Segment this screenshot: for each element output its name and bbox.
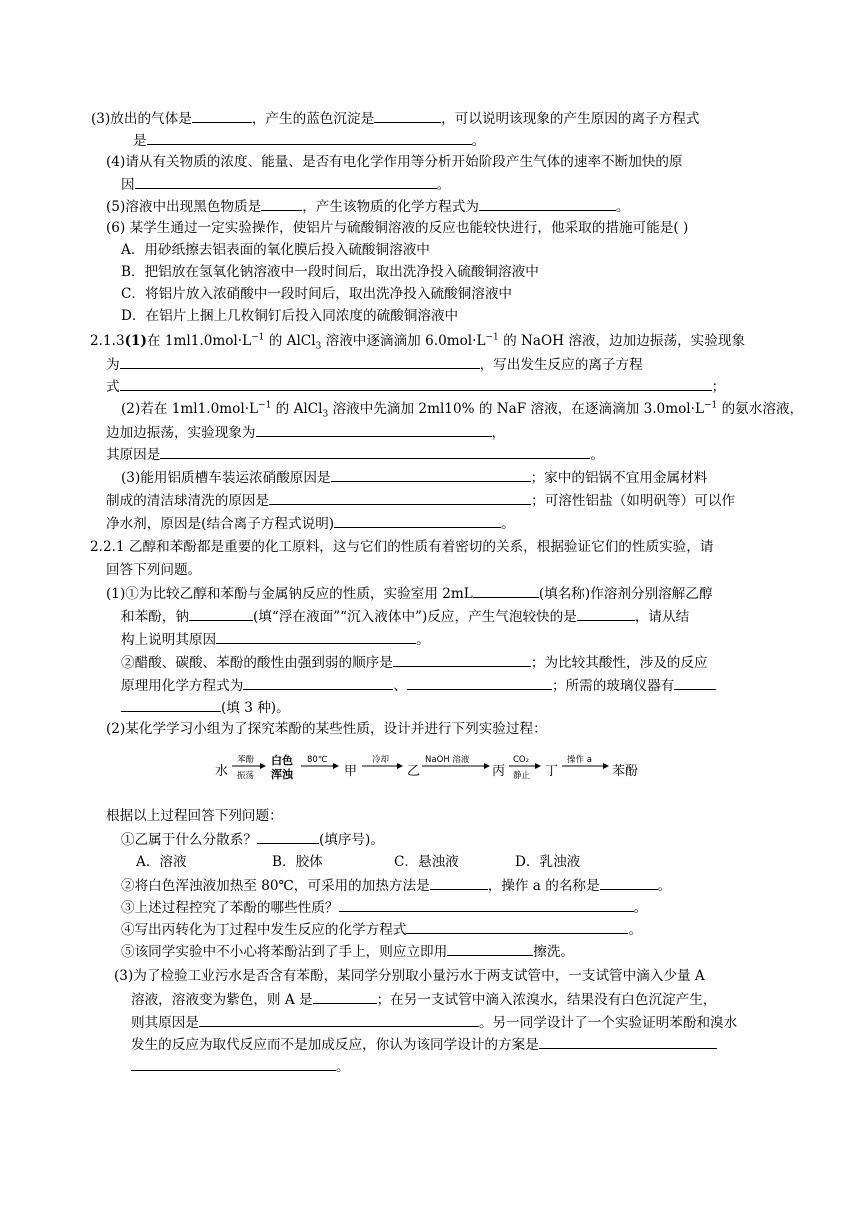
answer-blank[interactable]	[313, 989, 377, 1004]
flow-ding: 丁	[545, 764, 559, 779]
flow-arrow-1-bottom: 振荡	[237, 771, 255, 781]
q221-line-21: 。	[131, 1056, 350, 1077]
flow-milky-top: 白色	[271, 754, 293, 767]
answer-blank[interactable]	[430, 875, 488, 890]
answer-blank[interactable]	[339, 897, 634, 912]
flow-arrow-4	[422, 754, 490, 769]
flow-arrow-2-top: 80℃	[307, 755, 328, 765]
q213-line-1: 2.1.3(1)在 $1ml1.0mol\cdot L^{-1}$ 的 AlCl$_3$ 溶液中逐滴滴加 $6.0mol\cdot L^{-1}$ 的 NaOH 溶液，边加边振荡，实验现象	[90, 332, 746, 352]
q213-line-2: 为 ，写出发生反应的离子方程	[106, 354, 643, 375]
q4-line-1: (4)请从有关物质的浓度、能量、是否有电化学作用等分析开始阶段产生气体的速率不断加快的原	[106, 154, 683, 170]
q213-line-5: 边加边振荡，实验现象为 ，	[106, 422, 505, 443]
flow-arrow-1	[232, 754, 266, 781]
q221-line-11: ①乙属于什么分散系？ (填序号)。	[121, 829, 384, 850]
q213-line-7: (3)能用铝质槽车装运浓硝酸原因是 ；家中的铝锅不宜用金属材料	[121, 467, 707, 488]
q221-line-16: ⑤该同学实验中不小心将苯酚沾到了手上，则应立即用 擦洗。	[121, 941, 574, 962]
flow-arrow-5-top: CO₂	[513, 755, 530, 765]
q4-line-2: 因 。	[121, 174, 450, 195]
q221-option-a[interactable]: A．溶液	[136, 854, 187, 870]
q6-option-c[interactable]: C．将铝片放入浓硝酸中一段时间后，取出洗净投入硫酸铜溶液中	[121, 286, 513, 302]
q221-line-5: 构上说明其原因 。	[121, 629, 430, 650]
flow-arrow-3	[362, 754, 403, 769]
q221-line-8: (填 3 种)。	[121, 697, 290, 718]
q221-line-6: ②醋酸、碳酸、苯酚的酸性由强到弱的顺序是 ；为比较其酸性，涉及的反应	[121, 652, 708, 673]
flow-phenol: 苯酚	[612, 764, 639, 779]
answer-blank[interactable]	[539, 1034, 717, 1049]
flow-water: 水	[215, 764, 229, 779]
q6-option-b[interactable]: B．把铝放在氢氧化钠溶液中一段时间后，取出洗净投入硫酸铜溶液中	[121, 264, 539, 280]
answer-blank[interactable]	[257, 829, 319, 844]
q213-line-6: 其原因是 。	[106, 444, 604, 465]
q221-line-17: (3)为了检验工业污水是否含有苯酚，某同学分别取小量污水于两支试管中，一支试管中滴入少量 A	[114, 968, 705, 984]
flow-arrow-5	[509, 755, 541, 781]
answer-blank[interactable]	[406, 919, 628, 934]
q221-line-14: ③上述过程控究了苯酚的哪些性质？ 。	[121, 897, 647, 918]
answer-blank[interactable]	[199, 1012, 479, 1027]
flow-arrow-2	[301, 755, 339, 769]
q6-stem: (6) 某学生通过一定实验操作，使铝片与硫酸铜溶液的反应也能较快进行，他采取的措施可能是( )	[106, 220, 689, 236]
q221-line-19: 则其原因是 。另一同学设计了一个实验证明苯酚和溴水	[131, 1012, 737, 1033]
q3-line-1: (3)放出的气体是 ，产生的蓝色沉淀是 ，可以说明该现象的产生原因的离子方程式	[91, 108, 699, 129]
flow-yi: 乙	[407, 764, 421, 779]
answer-blank[interactable]	[447, 941, 533, 956]
q221-line-10: 根据以上过程回答下列问题：	[106, 808, 283, 824]
flow-arrow-6-top: 操作 a	[567, 755, 592, 765]
q221-line-3: (1)①为比较乙醇和苯酚与金属钠反应的性质，实验室用 2mL (填名称)作溶剂分别溶解乙醇	[106, 583, 713, 604]
q221-option-b[interactable]: B．胶体	[272, 854, 323, 870]
q221-line-13: ②将白色浑浊液加热至 80℃，可采用的加热方法是 ，操作 a 的名称是 。	[121, 875, 671, 896]
q221-line-9: (2)某化学学习小组为了探究苯酚的某些性质，设计并进行下列实验过程：	[106, 721, 547, 737]
answer-blank[interactable]	[131, 1056, 336, 1071]
q221-line-15: ④写出丙转化为丁过程中发生反应的化学方程式 。	[121, 919, 642, 940]
flow-arrow-3-top: 冷却	[372, 755, 390, 765]
q221-line-20: 发生的反应为取代反应而不是加成反应，你认为该同学设计的方案是	[131, 1034, 717, 1055]
q213-line-3: 式 ；	[106, 376, 725, 397]
q221-option-c[interactable]: C．悬浊液	[394, 854, 459, 870]
q221-line-7: 原理用化学方程式为 、 ；所需的玻璃仪器有	[121, 675, 716, 696]
q221-line-2: 回答下列问题。	[106, 562, 202, 578]
q221-line-18: 溶液，溶液变为紫色，则 A 是 ；在另一支试管中滴入浓溴水，结果没有白色沉淀产生，	[131, 989, 716, 1010]
flow-arrow-5-bottom: 静止	[513, 771, 531, 781]
q5-line: (5)溶液中出现黑色物质是 ，产生该物质的化学方程式为 。	[106, 196, 630, 217]
q221-option-d[interactable]: D．乳浊液	[515, 854, 581, 870]
q213-line-9: 净水剂，原因是(结合离子方程式说明) 。	[106, 513, 515, 534]
flow-arrow-4-top: NaOH 溶液	[425, 755, 470, 765]
q3-line-2: 是 。	[133, 130, 485, 151]
flow-milky-bottom: 浑浊	[271, 768, 293, 781]
q213-line-4: (2)若在 $1ml1.0mol\cdot L^{-1}$ 的 AlCl$_3$ 溶液中先滴加 2ml10% 的 NaF 溶液，在逐滴滴加 $3.0mol\cdot L^{-1}$ 的氨水溶液，	[121, 400, 804, 420]
q6-option-d[interactable]: D．在铝片上捆上几枚铜钉后投入同浓度的硫酸铜溶液中	[121, 308, 459, 324]
flow-jia: 甲	[344, 764, 358, 779]
flow-bing: 丙	[492, 764, 506, 779]
q6-option-a[interactable]: A．用砂纸擦去铝表面的氧化膜后投入硫酸铜溶液中	[121, 242, 430, 258]
q213-line-8: 制成的清洁球清洗的原因是 ；可溶性铝盐（如明矾等）可以作	[106, 490, 735, 511]
q221-line-1: 2.2.1 乙醇和苯酚都是重要的化工原料，这与它们的性质有着密切的关系，根据验证它们的性质实验，请	[90, 539, 714, 555]
flow-arrow-1-top: 苯酚	[237, 755, 255, 765]
flow-arrow-6	[562, 754, 609, 769]
q221-line-4: 和苯酚，钠 (填“浮在液面”“沉入液体中”)反应，产生气泡较快的是 ，请从结	[121, 606, 689, 627]
answer-blank[interactable]	[600, 875, 658, 890]
